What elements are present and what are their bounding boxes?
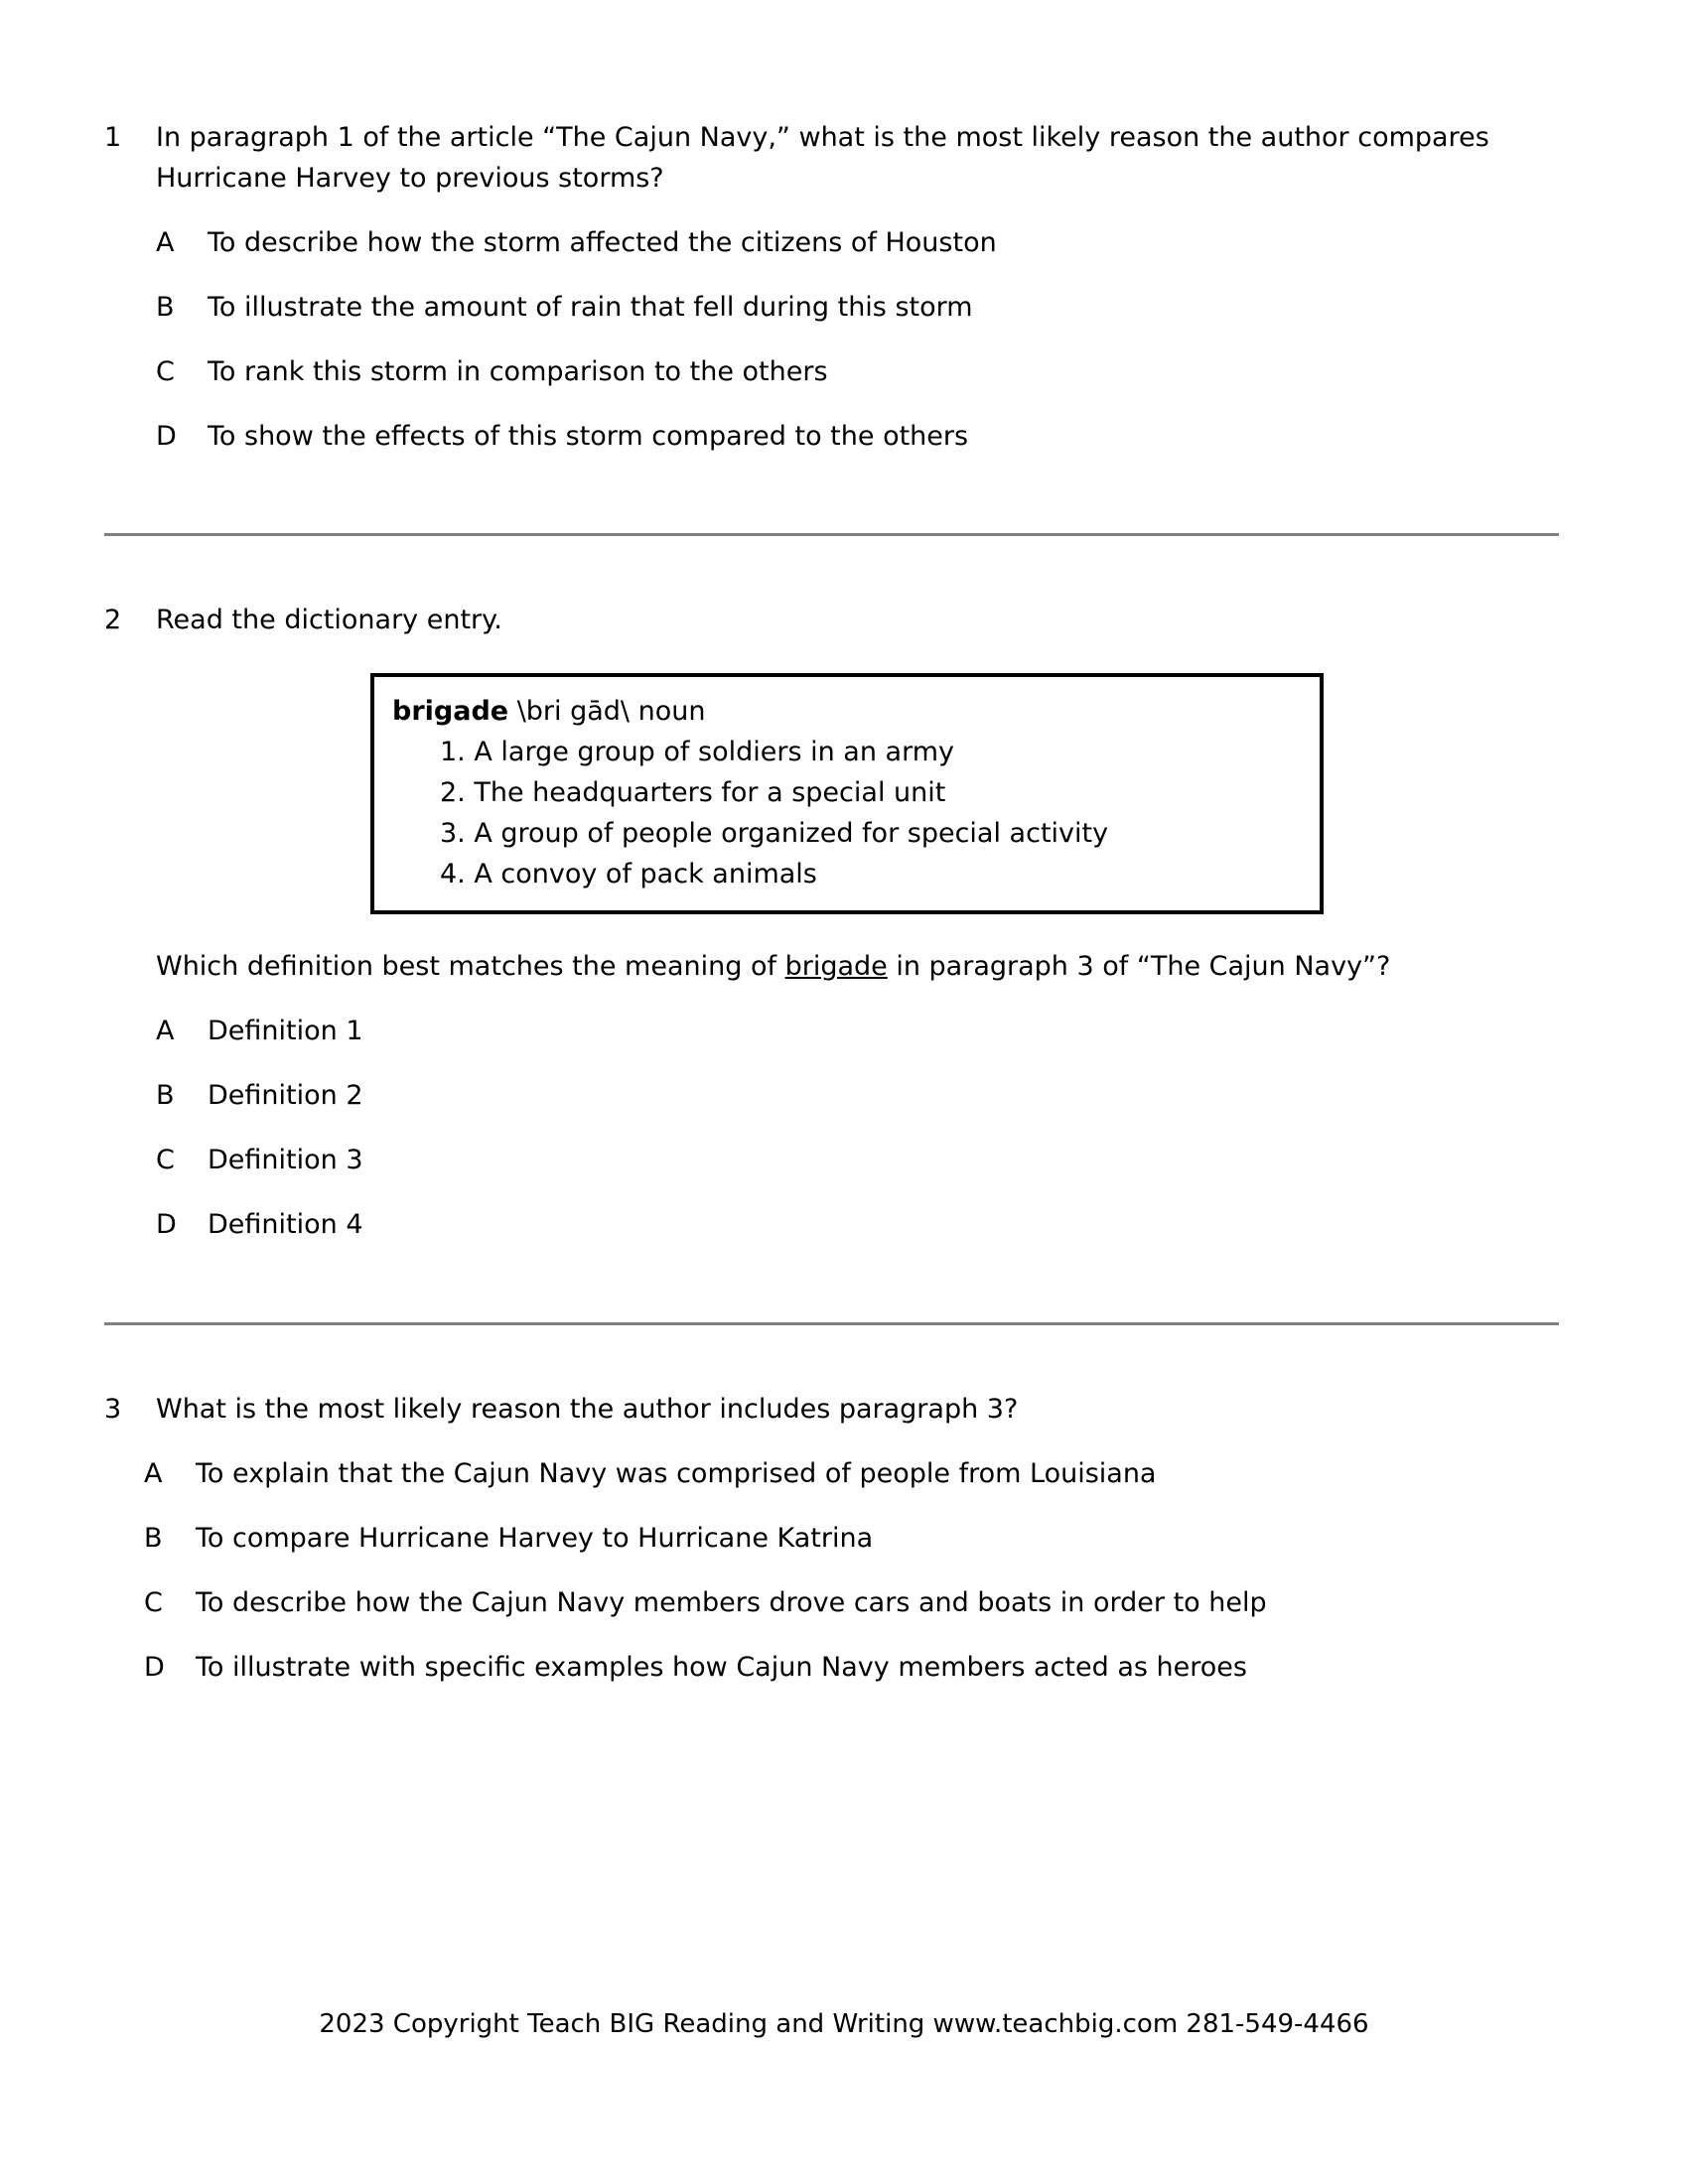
followup-underlined-word: brigade: [784, 951, 888, 982]
question-2-choice-c[interactable]: [104, 1140, 1559, 1180]
choice-text: Definition 3: [208, 1145, 363, 1175]
dictionary-pronunciation: \bri gād\: [516, 696, 631, 727]
question-2-prompt: Read the dictionary entry.: [156, 605, 502, 635]
choice-text: To compare Hurricane Harvey to Hurricane Katrina: [196, 1523, 874, 1554]
question-2-followup-row: [104, 946, 1559, 987]
question-3-choice-c[interactable]: [104, 1582, 1559, 1623]
question-3-choice-b[interactable]: [104, 1518, 1559, 1559]
choice-letter: A: [144, 1458, 163, 1489]
dictionary-definition-2: 2. The headquarters for a special unit: [440, 777, 946, 808]
question-3-number: 3: [104, 1394, 122, 1425]
question-1-choice-c[interactable]: [104, 351, 1559, 392]
dictionary-entry-box: [370, 673, 1324, 914]
choice-text: To describe how the Cajun Navy members drove cars and boats in order to help: [196, 1587, 1267, 1618]
question-3-prompt-row: [104, 1389, 1559, 1430]
question-2-prompt-row: [104, 600, 1559, 640]
question-3-prompt: What is the most likely reason the author includes paragraph 3?: [156, 1394, 1019, 1425]
dictionary-word: brigade: [392, 696, 509, 727]
dictionary-entry-wrap: [104, 673, 1559, 914]
choice-letter: D: [144, 1652, 165, 1683]
choice-text: To rank this storm in comparison to the others: [208, 356, 828, 387]
choice-text: To illustrate with specific examples how Cajun Navy members acted as heroes: [196, 1652, 1247, 1683]
choice-letter: C: [156, 356, 175, 387]
question-2-choice-b[interactable]: [104, 1075, 1559, 1116]
choice-letter: B: [156, 292, 175, 323]
choice-letter: A: [156, 227, 175, 258]
choice-letter: B: [156, 1080, 175, 1111]
question-2-choice-d[interactable]: [104, 1204, 1559, 1245]
choice-letter: C: [144, 1587, 163, 1618]
dictionary-headword-line: [392, 691, 1302, 732]
choice-letter: C: [156, 1145, 175, 1175]
choice-text: To illustrate the amount of rain that fell during this storm: [208, 292, 973, 323]
question-3-choice-a[interactable]: [104, 1453, 1559, 1494]
question-1-choice-b[interactable]: [104, 287, 1559, 328]
worksheet-content: [104, 0, 1559, 1688]
choice-letter: A: [156, 1016, 175, 1046]
dictionary-definition-4: 4. A convoy of pack animals: [440, 859, 817, 889]
choice-text: To describe how the storm affected the citizens of Houston: [208, 227, 997, 258]
question-1-prompt-row: [104, 117, 1559, 199]
page-footer: [0, 2005, 1688, 2043]
choice-letter: B: [144, 1523, 163, 1554]
footer-copyright-text: 2023 Copyright Teach BIG Reading and Writing www.teachbig.com 281-549-4466: [319, 2009, 1369, 2039]
question-block-3: [104, 1325, 1559, 1688]
choice-letter: D: [156, 1209, 177, 1240]
dictionary-definition-3: 3. A group of people organized for special activity: [440, 818, 1109, 849]
question-3-choice-d[interactable]: [104, 1647, 1559, 1688]
choice-text: Definition 1: [208, 1016, 363, 1046]
choice-text: To explain that the Cajun Navy was comprised of people from Louisiana: [196, 1458, 1157, 1489]
dictionary-definition-1: 1. A large group of soldiers in an army: [440, 737, 954, 767]
dictionary-definition-list: [392, 732, 1302, 894]
choice-letter: D: [156, 421, 177, 452]
question-block-1: [104, 0, 1559, 457]
question-1-choice-d[interactable]: [104, 416, 1559, 457]
choice-text: Definition 4: [208, 1209, 363, 1240]
choice-text: Definition 2: [208, 1080, 363, 1111]
followup-before: Which definition best matches the meaning of: [156, 951, 785, 982]
choice-text: To show the effects of this storm compared to the others: [208, 421, 969, 452]
question-block-2: [104, 536, 1559, 1245]
question-2-followup: [156, 946, 1536, 987]
question-2-choices: [104, 1011, 1559, 1245]
question-1-choices: [104, 222, 1559, 457]
dictionary-part-of-speech: noun: [637, 696, 706, 727]
question-2-number: 2: [104, 605, 122, 635]
question-3-choices: [104, 1453, 1559, 1688]
question-2-choice-a[interactable]: [104, 1011, 1559, 1051]
question-1-choice-a[interactable]: [104, 222, 1559, 263]
followup-after: in paragraph 3 of “The Cajun Navy”?: [887, 951, 1391, 982]
question-1-number: 1: [104, 122, 122, 153]
question-1-prompt: In paragraph 1 of the article “The Cajun Navy,” what is the most likely reason the author compares Hurricane Harvey to previous storms?: [156, 122, 1489, 194]
